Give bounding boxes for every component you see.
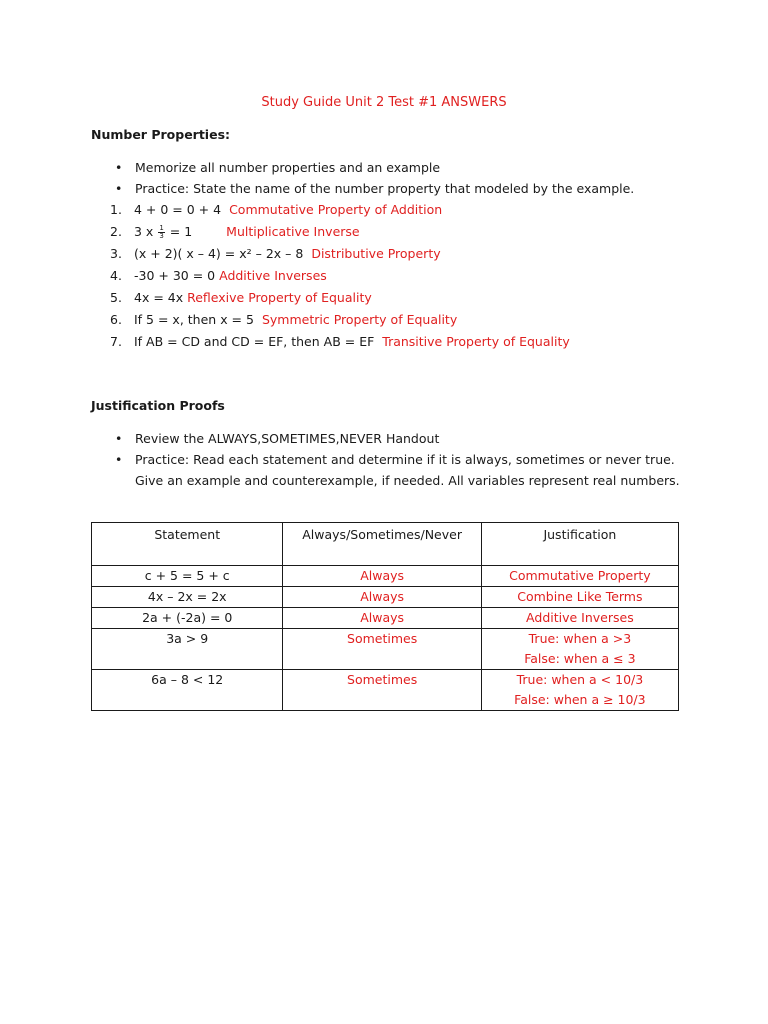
answer: Reflexive Property of Equality	[187, 290, 372, 305]
justification-cell: Commutative Property	[481, 566, 678, 587]
table-row	[92, 608, 679, 629]
statement-cell: 2a + (-2a) = 0	[92, 608, 283, 629]
justification-cell: Additive Inverses	[481, 608, 678, 629]
table-header-row	[92, 523, 679, 566]
example: -30 + 30 = 0	[134, 268, 216, 283]
bullet-text: Practice: Read each statement and determine if it is always, sometimes or never true. Give an example and counterexample, if needed. All variables represent real numbers.	[135, 452, 680, 488]
answer-cell: Always	[283, 608, 481, 629]
answer: Multiplicative Inverse	[226, 224, 360, 239]
example: 4x = 4x	[134, 290, 184, 305]
bullet-icon: •	[115, 181, 123, 196]
table-row	[92, 629, 679, 670]
answer-cell: Sometimes	[283, 670, 481, 711]
list-item: 1. 4 + 0 = 0 + 4 Commutative Property of Addition	[110, 202, 443, 217]
example: (x + 2)( x – 4) = x² – 2x – 8	[134, 246, 304, 261]
statement-cell: c + 5 = 5 + c	[92, 566, 283, 587]
column-header: Always/Sometimes/Never	[283, 523, 481, 566]
column-header: Justification	[481, 523, 678, 566]
justification-cell: True: when a < 10/3 False: when a ≥ 10/3	[481, 670, 678, 711]
fraction: $\frac{1}{3}$	[159, 224, 164, 240]
bullet-item: • Practice: State the name of the number property that modeled by the example.	[115, 178, 634, 199]
bullet-item: • Review the ALWAYS,SOMETIMES,NEVER Handout	[115, 428, 439, 449]
justification-table	[91, 522, 679, 711]
list-item: 3. (x + 2)( x – 4) = x² – 2x – 8 Distributive Property	[110, 246, 441, 261]
example: If 5 = x, then x = 5	[134, 312, 254, 327]
bullet-item: • Memorize all number properties and an example	[115, 157, 440, 178]
table-row	[92, 587, 679, 608]
answer: Additive Inverses	[219, 268, 327, 283]
bullet-icon: •	[115, 160, 123, 175]
example: 4 + 0 = 0 + 4	[134, 202, 222, 217]
list-item: 7. If AB = CD and CD = EF, then AB = EF Transitive Property of Equality	[110, 334, 570, 349]
answer: Commutative Property of Addition	[229, 202, 443, 217]
bullet-icon: •	[115, 431, 123, 446]
section-heading-number-properties: Number Properties:	[91, 127, 231, 142]
statement-cell: 3a > 9	[92, 629, 283, 670]
number-properties-list	[110, 199, 570, 353]
table-row	[92, 670, 679, 711]
bullet-item	[115, 449, 135, 470]
bullet-icon: •	[115, 452, 123, 467]
section-heading-justification-proofs: Justification Proofs	[91, 398, 225, 413]
list-item: 4. -30 + 30 = 0 Additive Inverses	[110, 268, 327, 283]
list-item: 2. 3 x $\frac{1}{3}$ = 1 Multiplicative Inverse	[110, 224, 360, 240]
justification-cell: True: when a >3 False: when a ≤ 3	[481, 629, 678, 670]
example: If AB = CD and CD = EF, then AB = EF	[134, 334, 375, 349]
example: 3 x	[134, 224, 154, 239]
page-title: Study Guide Unit 2 Test #1 ANSWERS	[261, 95, 507, 110]
answer-cell: Always	[283, 566, 481, 587]
table-row	[92, 566, 679, 587]
answer-cell: Always	[283, 587, 481, 608]
list-item: 6. If 5 = x, then x = 5 Symmetric Property of Equality	[110, 312, 458, 327]
column-header: Statement	[92, 523, 283, 566]
statement-cell: 6a – 8 < 12	[92, 670, 283, 711]
statement-cell: 4x – 2x = 2x	[92, 587, 283, 608]
answer: Distributive Property	[311, 246, 441, 261]
answer-cell: Sometimes	[283, 629, 481, 670]
justification-cell: Combine Like Terms	[481, 587, 678, 608]
answer: Symmetric Property of Equality	[261, 312, 458, 327]
answer: Transitive Property of Equality	[382, 334, 570, 349]
list-item: 5. 4x = 4x Reflexive Property of Equality	[110, 290, 372, 305]
